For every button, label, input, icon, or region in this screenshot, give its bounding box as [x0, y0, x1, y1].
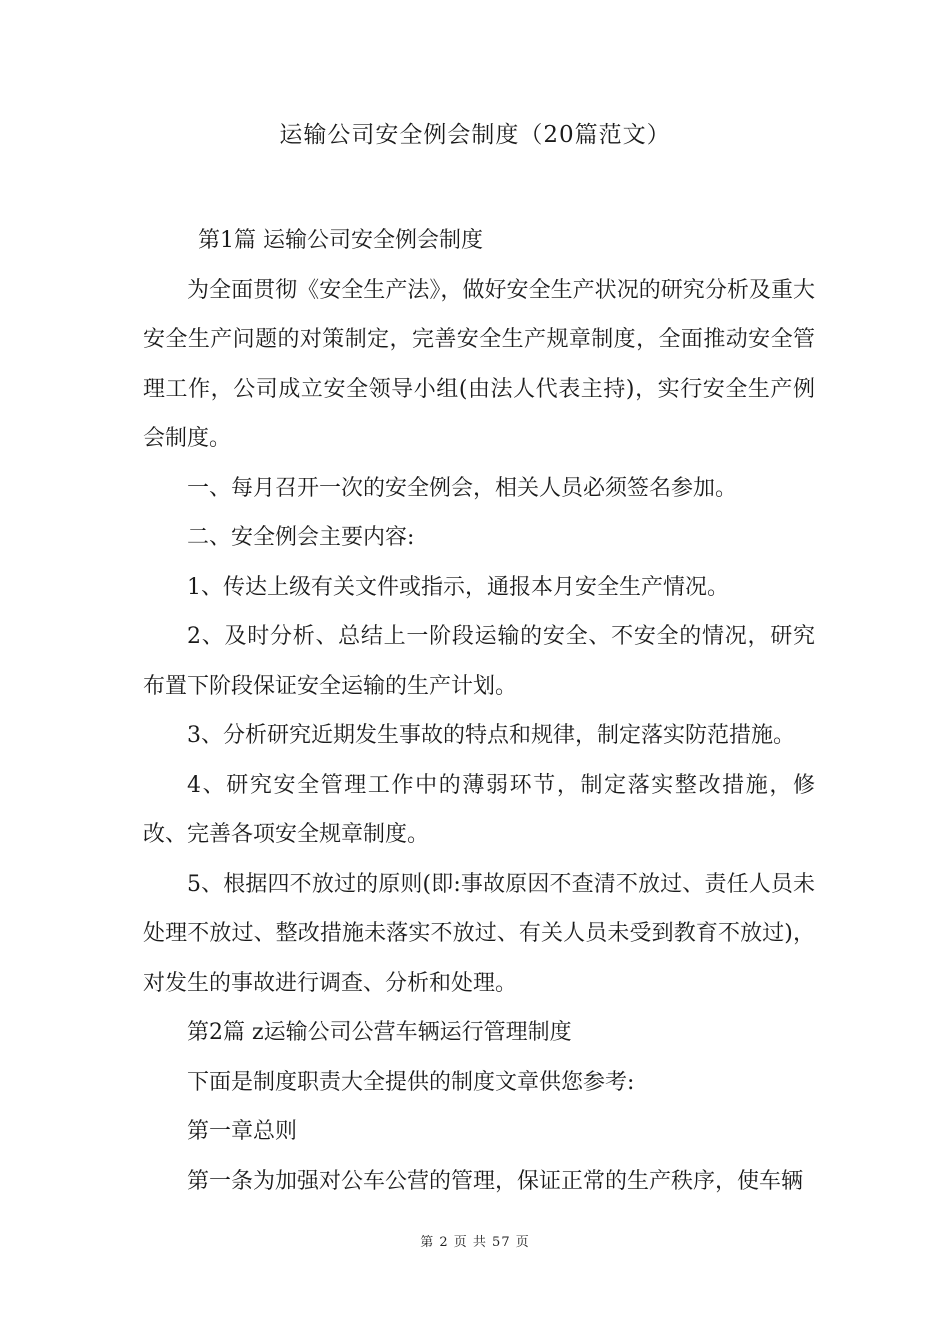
paragraph: 第一条为加强对公车公营的管理，保证正常的生产秩序，使车辆	[187, 1168, 804, 1194]
document-title: 运输公司安全例会制度（20篇范文）	[279, 122, 671, 148]
page-footer: 第 2 页 共 57 页	[420, 1235, 530, 1250]
paragraph: 下面是制度职责大全提供的制度文章供您参考:	[187, 1069, 635, 1095]
chapter-heading: 第一章总则	[187, 1119, 298, 1144]
paragraph: 4、研究安全管理工作中的薄弱环节，制定落实整改措施，修改、完善各项安全规章制度。	[143, 772, 815, 847]
paragraph: 为全面贯彻《安全生产法》，做好安全生产状况的研究分析及重大安全生产问题的对策制定，完善安全生产规章制度，全面推动安全管理工作，公司成立安全领导小组(由法人代表主持)，实行安全生产例会制度。	[143, 277, 815, 451]
paragraph: 2、及时分析、总结上一阶段运输的安全、不安全的情况，研究布置下阶段保证安全运输的生产计划。	[143, 624, 815, 699]
paragraph: 二、安全例会主要内容:	[187, 525, 415, 550]
section-heading-2: 第2篇 z运输公司公营车辆运行管理制度	[187, 1020, 572, 1045]
paragraph: 5、根据四不放过的原则(即:事故原因不查清不放过、责任人员未处理不放过、整改措施未落实不放过、有关人员未受到教育不放过)，对发生的事故进行调查、分析和处理。	[143, 871, 815, 996]
section-heading-1: 第1篇 运输公司安全例会制度	[198, 228, 483, 253]
document-body	[143, 216, 815, 1206]
paragraph: 1、传达上级有关文件或指示，通报本月安全生产情况。	[187, 574, 729, 600]
paragraph: 一、每月召开一次的安全例会，相关人员必须签名参加。	[187, 475, 738, 501]
paragraph: 3、分析研究近期发生事故的特点和规律，制定落实防范措施。	[187, 723, 795, 748]
